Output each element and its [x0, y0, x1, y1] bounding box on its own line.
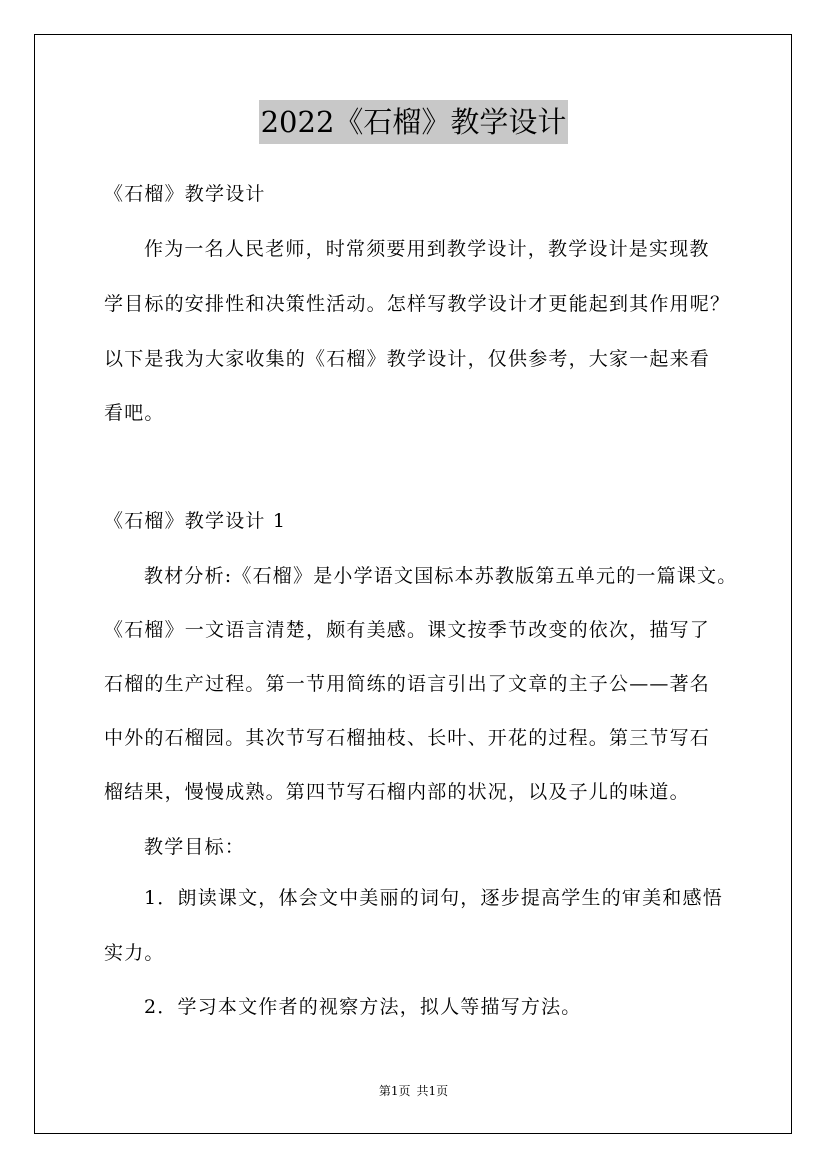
section-heading: 《石榴》教学设计 1	[104, 510, 287, 532]
paragraph-line: 实力。	[104, 942, 165, 964]
paragraph-line: 作为一名人民老师，时常须要用到教学设计，教学设计是实现教	[144, 238, 710, 260]
paragraph-line: 看吧。	[104, 402, 165, 424]
paragraph-line: 教学目标：	[144, 836, 246, 858]
title-container	[0, 100, 827, 144]
page-footer	[0, 1083, 827, 1099]
paragraph-line: 中外的石榴园。其次节写石榴抽枝、长叶、开花的过程。第三节写石	[104, 727, 711, 749]
document-title: 2022《石榴》教学设计	[259, 100, 569, 144]
paragraph-line: 1．朗读课文，体会文中美丽的词句，逐步提高学生的审美和感悟	[144, 887, 723, 909]
page-total: 共1页	[416, 1084, 449, 1098]
paragraph-line: 以下是我为大家收集的《石榴》教学设计，仅供参考，大家一起来看	[104, 348, 711, 370]
paragraph-line: 榴结果，慢慢成熟。第四节写石榴内部的状况，以及子儿的味道。	[104, 781, 690, 803]
paragraph-line: 石榴的生产过程。第一节用简练的语言引出了文章的主子公——著名	[104, 673, 711, 695]
paragraph-line: 教材分析:《石榴》是小学语文国标本苏教版第五单元的一篇课文。	[144, 565, 738, 587]
subtitle: 《石榴》教学设计	[104, 183, 266, 205]
paragraph-line: 学目标的安排性和决策性活动。怎样写教学设计才更能起到其作用呢？	[104, 293, 731, 315]
paragraph-line: 《石榴》一文语言清楚，颇有美感。课文按季节改变的依次，描写了	[104, 619, 711, 641]
paragraph-line: 2．学习本文作者的视察方法，拟人等描写方法。	[144, 996, 582, 1018]
page-number: 第1页	[378, 1084, 411, 1098]
